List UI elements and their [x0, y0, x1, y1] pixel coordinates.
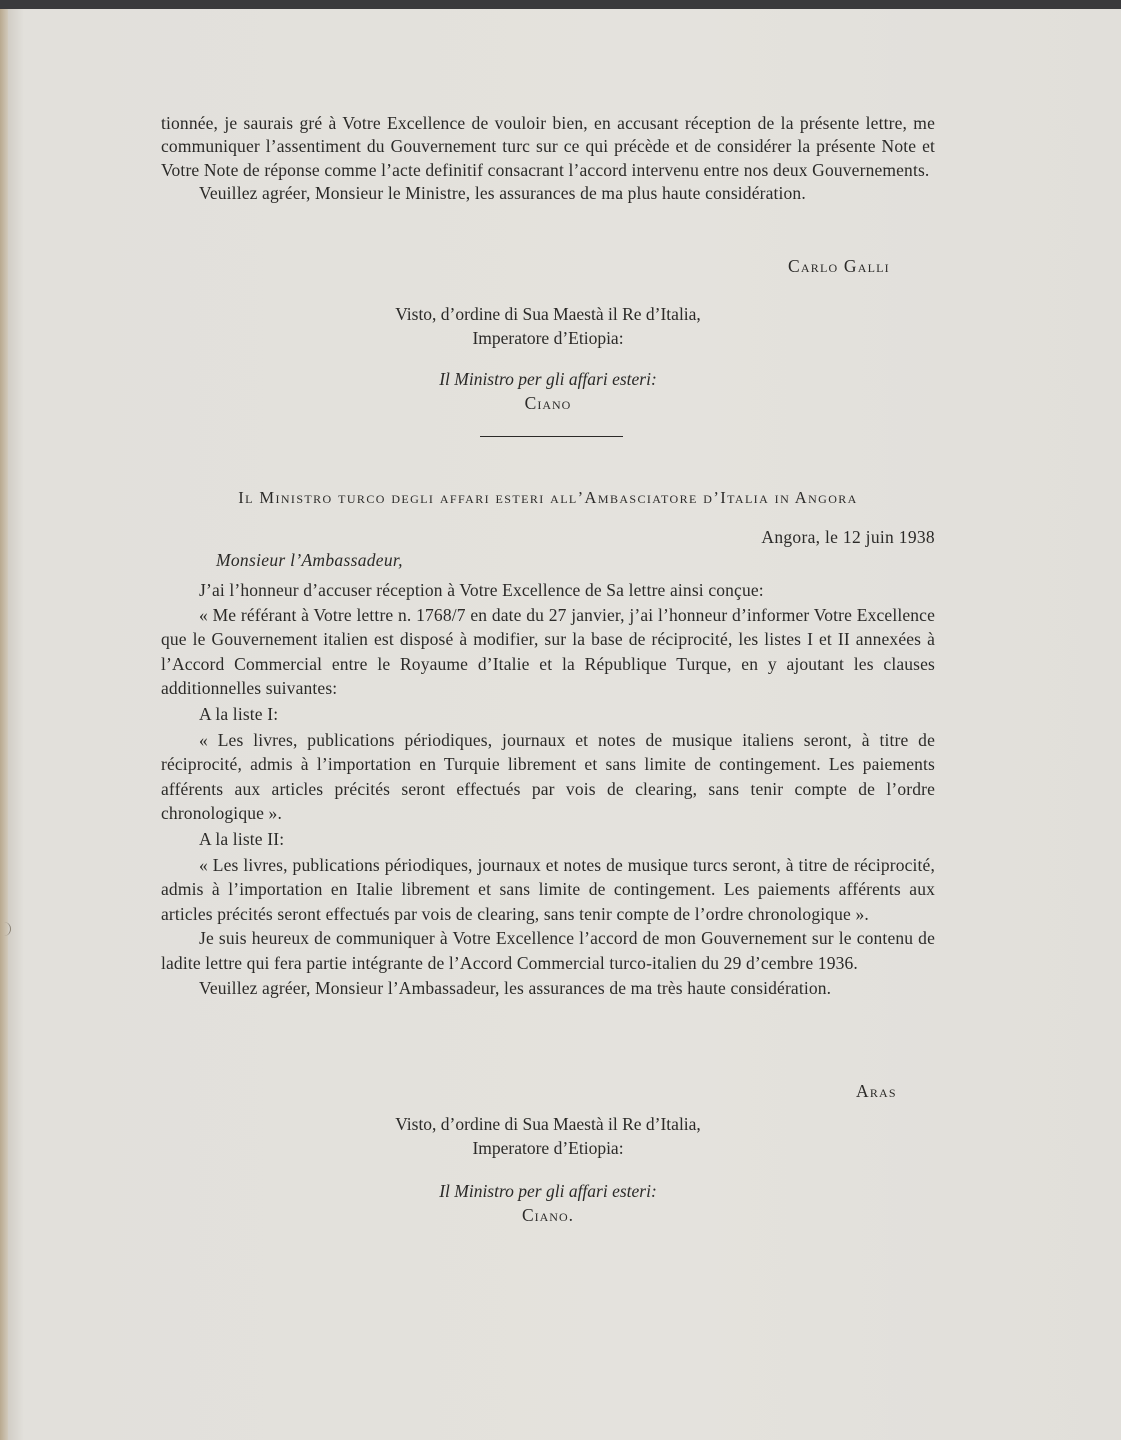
visto-minister-title: Il Ministro per gli affari esteri: — [439, 1181, 657, 1201]
visto-line-1: Visto, d’ordine di Sua Maestà il Re d’Italia, — [395, 1114, 701, 1134]
letter-1-closing: Veuillez agréer, Monsieur le Ministre, les assurances de ma plus haute considération. — [199, 182, 806, 203]
visto-line-2: Imperatore d’Etiopia: — [472, 1137, 624, 1158]
letter-2-paragraph-quoted-letter: « Me référant à Votre lettre n. 1768/7 en date du 27 janvier, j’ai l’honneur d’informer Votre Excellence que le Gouvernement italien est disposé à modifier, sur la base de réciprocité, les listes I et II annexées à l’Accord Commercial entre le Royaume d’Italie et la République Turque, en y ajoutant les clauses additionnelles suivantes: — [161, 604, 935, 699]
scan-top-border — [0, 0, 1121, 9]
visto-minister-title: Il Ministro per gli affari esteri: — [439, 369, 657, 389]
signature-carlo-galli: Carlo Galli — [788, 256, 890, 276]
visto-minister-name: Ciano. — [521, 1204, 575, 1225]
visto-line-1: Visto, d’ordine di Sua Maestà il Re d’Italia, — [395, 304, 701, 324]
letter-2-heading: Il Ministro turco degli affari esteri all’Ambasciatore d’Italia in Angora — [238, 488, 858, 507]
visto-block-2 — [161, 1113, 935, 1227]
letter-2-paragraph-acknowledgement: J’ai l’honneur d’accuser réception à Votre Excellence de Sa lettre ainsi conçue: — [199, 580, 764, 600]
visto-block-1 — [161, 303, 935, 415]
section-divider — [480, 436, 623, 437]
letter-2-list-2-label: A la liste II: — [199, 828, 285, 849]
letter-2-list-2-clause: « Les livres, publications périodiques, journaux et notes de musique turcs seront, à titre de réciprocité, admis à l’importation en Italie librement et sans limite de contingement. Les paiements afférents aux articles précités seront effectués par vois de clearing, sans tenir compte de l’ordre chronologique ». — [161, 854, 935, 924]
letter-2-salutation: Monsieur l’Ambassadeur, — [216, 550, 403, 570]
letter-2-list-1-clause: « Les livres, publications périodiques, journaux et notes de musique italiens seront, à titre de réciprocité, admis à l’importation en Turquie librement et sans limite de contingement. Les paiements afférents aux articles précités seront effectués par vois de clearing, sans tenir compte de l’ordre chronologique ». — [161, 729, 935, 824]
signature-aras: Aras — [856, 1081, 897, 1101]
letter-1-paragraph-continuation: tionnée, je saurais gré à Votre Excellence de vouloir bien, en accusant réception de la présente lettre, me communiquer l’assentiment du Gouvernement turc sur ce qui précède et de considérer la présente Note et Votre Note de réponse comme l’acte definitif consacrant l’accord intervenu entre nos deux Gouvernements. — [161, 113, 935, 180]
page-binding-edge — [0, 9, 8, 1440]
letter-2-date: Angora, le 12 juin 1938 — [761, 527, 935, 547]
letter-1-body — [161, 112, 935, 205]
visto-line-2: Imperatore d’Etiopia: — [472, 327, 624, 348]
letter-2-closing: Veuillez agréer, Monsieur l’Ambassadeur, les assurances de ma très haute considération. — [199, 977, 832, 998]
visto-minister-name: Ciano — [524, 392, 572, 413]
letter-2-paragraph-agreement: Je suis heureux de communiquer à Votre Excellence l’accord de mon Gouvernement sur le contenu de ladite lettre qui fera partie intégrante de l’Accord Commercial turco-italien du 29 d’cembre 1936. — [161, 928, 935, 973]
letter-2-body — [161, 578, 935, 1000]
letter-2-list-1-label: A la liste I: — [199, 703, 279, 724]
